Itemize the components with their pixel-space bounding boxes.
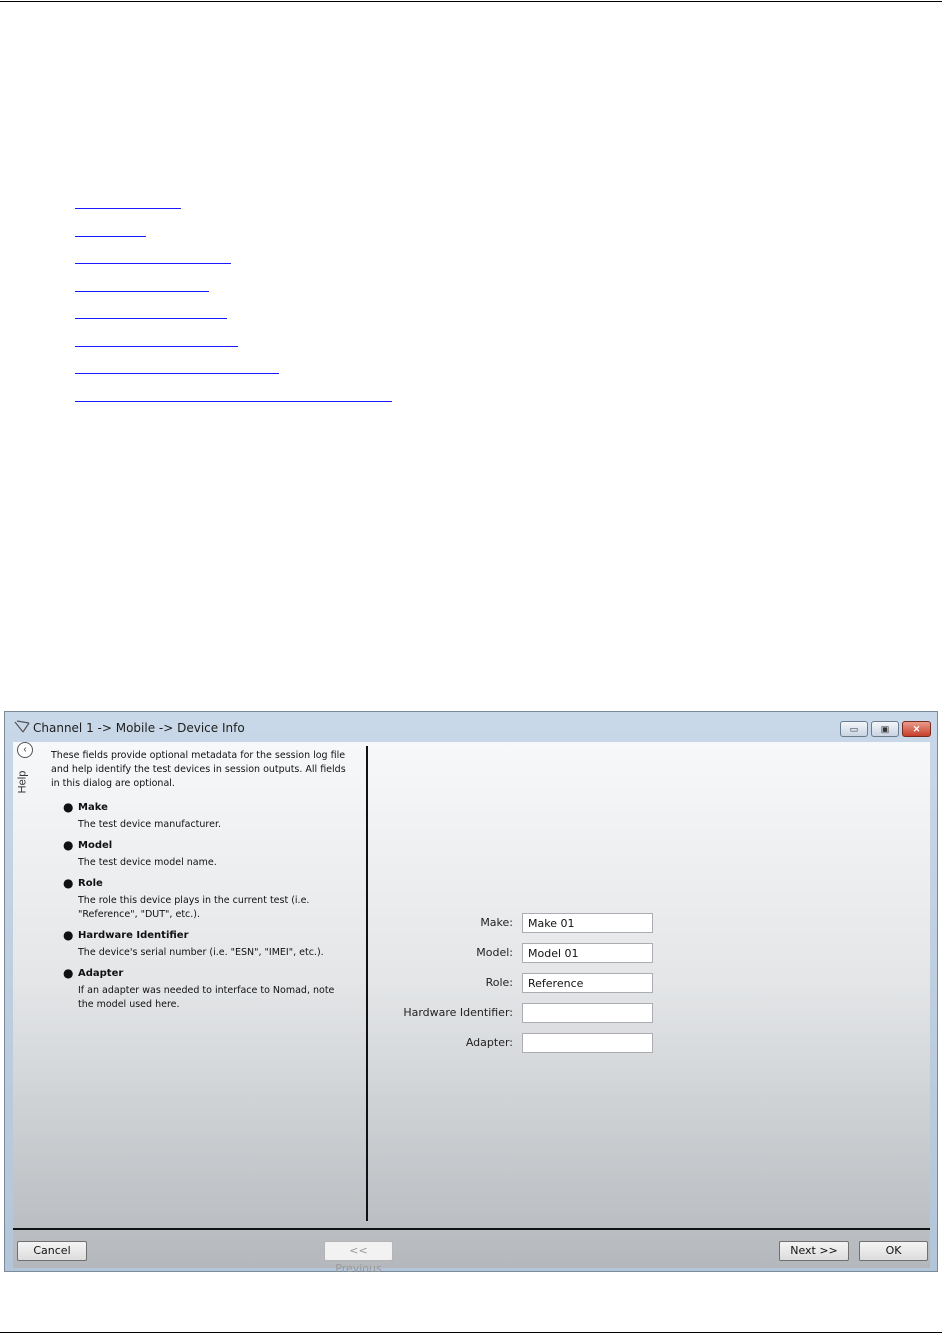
cancel-button[interactable]: Cancel — [17, 1241, 87, 1261]
minimize-icon: ▭ — [849, 723, 859, 734]
help-item-desc: If an adapter was needed to interface to Nomad, note the model used here. — [78, 985, 335, 1010]
help-item-name: Hardware Identifier — [78, 930, 189, 941]
make-label: Make: — [480, 916, 513, 929]
ok-button[interactable]: OK — [859, 1241, 928, 1261]
bullet-icon: ● — [63, 966, 74, 980]
top-rule — [0, 1, 942, 2]
bullet-icon: ● — [63, 876, 74, 890]
model-row — [373, 943, 673, 963]
adapter-input[interactable] — [522, 1033, 653, 1053]
model-label: Model: — [476, 946, 513, 959]
horizontal-separator — [13, 1228, 930, 1230]
title-bar[interactable] — [5, 712, 937, 742]
window-title: Channel 1 -> Mobile -> Device Info — [33, 721, 245, 735]
bullet-icon: ● — [63, 838, 74, 852]
make-input[interactable] — [522, 913, 653, 933]
help-item-role — [51, 877, 351, 922]
help-tab[interactable] — [13, 742, 37, 802]
bullet-icon: ● — [63, 928, 74, 942]
role-input[interactable] — [522, 973, 653, 993]
hardware-identifier-label: Hardware Identifier: — [403, 1006, 513, 1019]
help-item-name: Model — [78, 840, 113, 851]
adapter-row — [373, 1033, 673, 1053]
close-button[interactable] — [902, 721, 931, 737]
help-item-desc: The test device model name. — [78, 857, 217, 868]
help-item-name: Adapter — [78, 968, 124, 979]
collapse-help-icon[interactable]: ‹ — [17, 742, 33, 758]
vertical-splitter[interactable] — [366, 746, 368, 1221]
help-item-desc: The role this device plays in the current test (i.e. "Reference", "DUT", etc.). — [78, 895, 310, 920]
maximize-button[interactable] — [871, 721, 899, 737]
maximize-icon: ▣ — [880, 723, 890, 734]
help-item-desc: The device's serial number (i.e. "ESN", "IMEI", etc.). — [78, 947, 324, 958]
previous-button[interactable]: << Previous — [324, 1241, 393, 1261]
help-intro: These fields provide optional metadata for the session log file and help identify the test devices in session outputs. All fields in this dialog are optional. — [51, 750, 346, 789]
help-item-name: Make — [78, 802, 108, 813]
bullet-icon: ● — [63, 800, 74, 814]
close-icon: ✕ — [912, 723, 921, 734]
help-item-adapter — [51, 967, 351, 1012]
help-item-name: Role — [78, 878, 103, 889]
help-item-desc: The test device manufacturer. — [78, 819, 222, 830]
hardware-identifier-row — [373, 1003, 673, 1023]
minimize-button[interactable] — [840, 721, 868, 737]
help-tab-label: Help — [16, 770, 29, 794]
make-row — [373, 913, 673, 933]
help-item-model — [51, 839, 351, 870]
hardware-identifier-input[interactable] — [522, 1003, 653, 1023]
help-item-hardware-identifier — [51, 929, 351, 960]
model-input[interactable] — [522, 943, 653, 963]
device-info-window — [4, 711, 938, 1275]
help-panel — [51, 749, 351, 1019]
app-icon — [14, 720, 30, 734]
adapter-label: Adapter: — [465, 1036, 513, 1049]
help-item-make — [51, 801, 351, 832]
next-button[interactable]: Next >> — [779, 1241, 849, 1261]
bottom-rule — [0, 1332, 942, 1333]
role-row — [373, 973, 673, 993]
dialog-client-area — [13, 742, 930, 1275]
role-label: Role: — [485, 976, 513, 989]
